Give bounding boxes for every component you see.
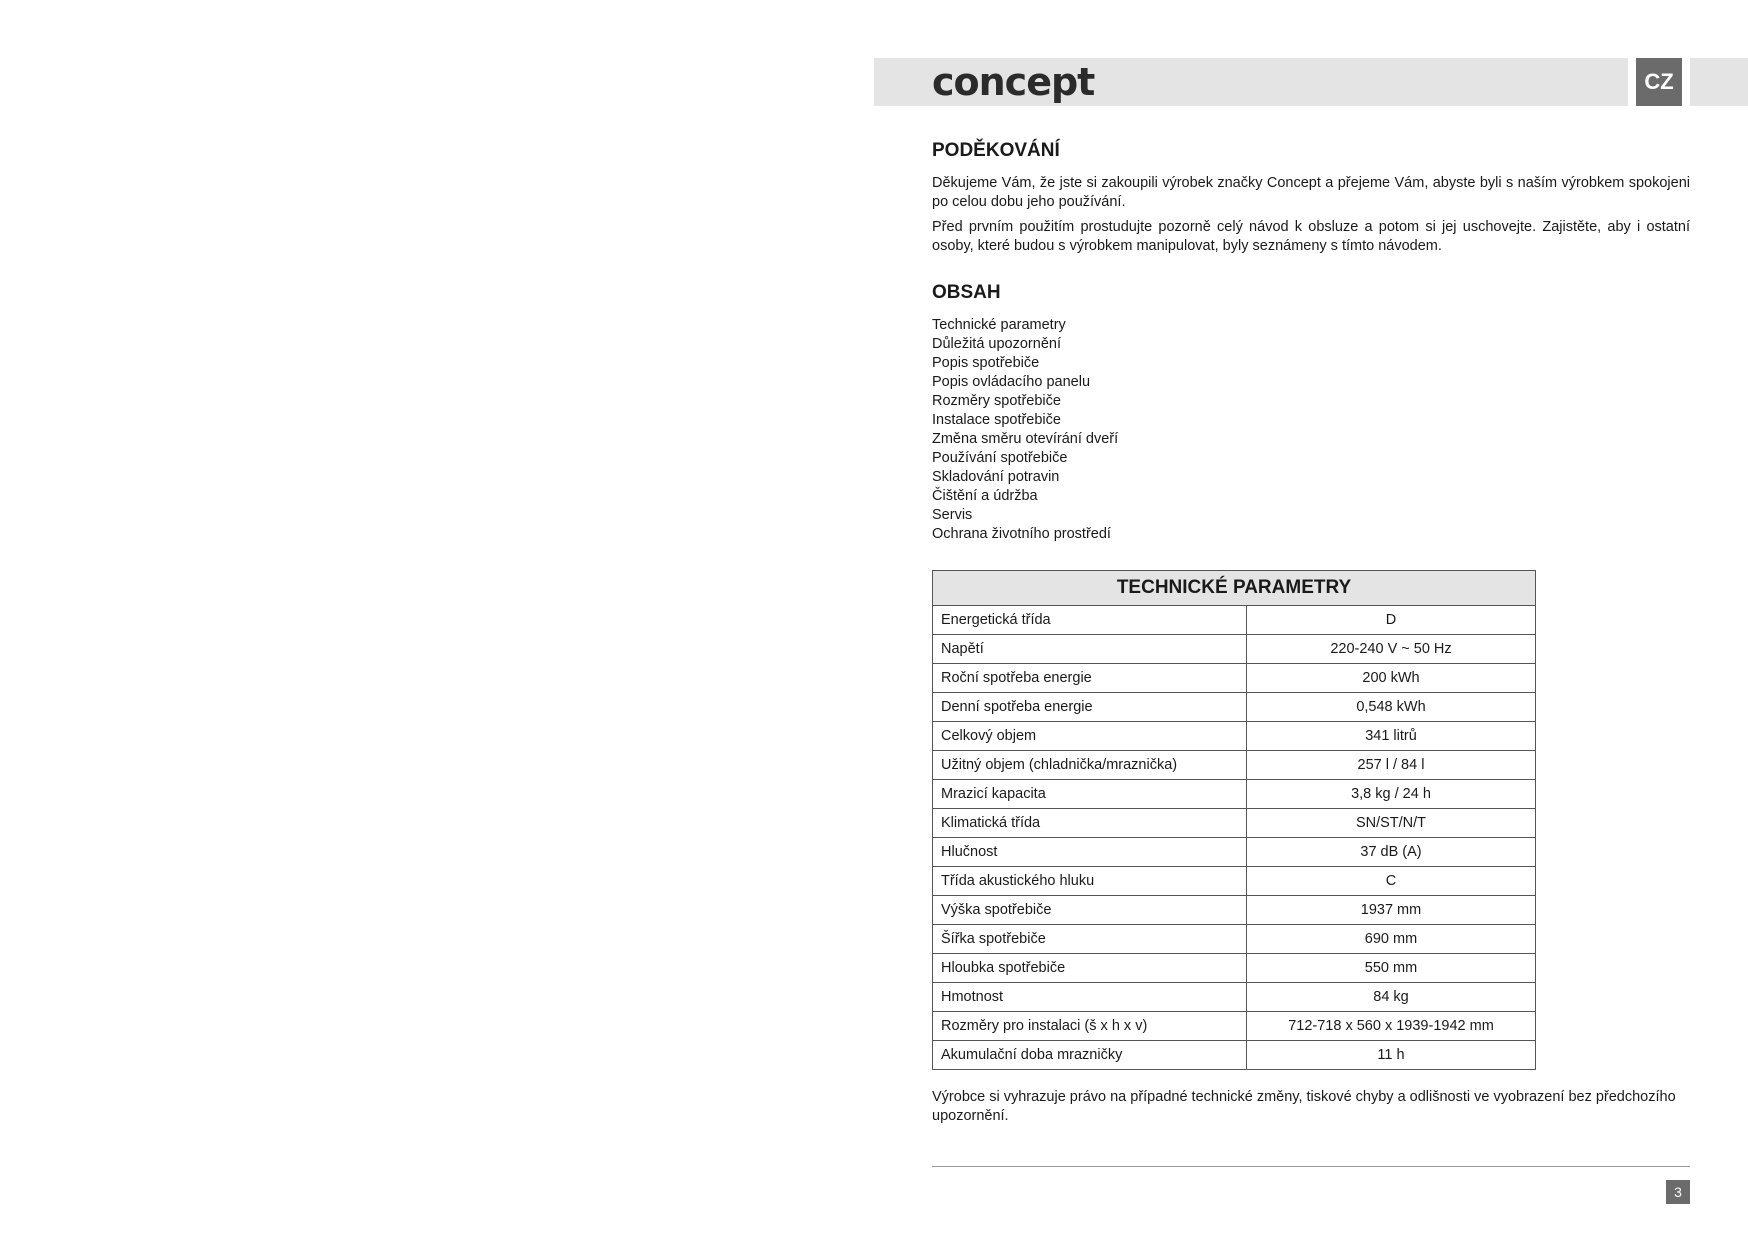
thanks-paragraph-2: Před prvním použitím prostudujte pozorně celý návod k obsluze a potom si jej uschovejte. Zajistěte, aby i ostatní osoby, které budou s výrobkem manipulovat, byly seznámeny s tímto návodem.	[932, 219, 1690, 254]
table-row	[933, 1012, 1536, 1041]
param-value: 1937 mm	[1247, 896, 1536, 925]
param-label: Hmotnost	[933, 983, 1247, 1012]
param-value: SN/ST/N/T	[1247, 809, 1536, 838]
table-row	[933, 780, 1536, 809]
param-value: 257 l / 84 l	[1247, 751, 1536, 780]
thanks-section	[932, 140, 1690, 256]
param-label: Hlučnost	[933, 838, 1247, 867]
toc-item: Důležitá upozornění	[932, 336, 1061, 352]
param-value: 11 h	[1247, 1041, 1536, 1070]
param-label: Výška spotřebiče	[933, 896, 1247, 925]
toc-title: OBSAH	[932, 282, 1001, 303]
table-row	[933, 664, 1536, 693]
brand-logo: concept	[932, 60, 1095, 104]
param-label: Roční spotřeba energie	[933, 664, 1247, 693]
table-row	[933, 896, 1536, 925]
param-value: 0,548 kWh	[1247, 693, 1536, 722]
toc-item: Čištění a údržba	[932, 488, 1038, 504]
toc-item: Skladování potravin	[932, 469, 1060, 485]
table-row	[933, 809, 1536, 838]
param-value: 712-718 x 560 x 1939-1942 mm	[1247, 1012, 1536, 1041]
table-row	[933, 606, 1536, 635]
table-row	[933, 954, 1536, 983]
param-label: Denní spotřeba energie	[933, 693, 1247, 722]
page-number: 3	[1666, 1180, 1690, 1204]
main-content	[932, 140, 1690, 544]
thanks-title: PODĚKOVÁNÍ	[932, 140, 1060, 161]
technical-parameters-table	[932, 570, 1536, 1070]
toc-item: Technické parametry	[932, 317, 1066, 333]
param-label: Energetická třída	[933, 606, 1247, 635]
param-value: D	[1247, 606, 1536, 635]
param-value: 84 kg	[1247, 983, 1536, 1012]
param-label: Rozměry pro instalaci (š x h x v)	[933, 1012, 1247, 1041]
param-value: 200 kWh	[1247, 664, 1536, 693]
toc-list	[932, 316, 1690, 544]
param-value: 3,8 kg / 24 h	[1247, 780, 1536, 809]
param-value: C	[1247, 867, 1536, 896]
table-row	[933, 867, 1536, 896]
param-label: Celkový objem	[933, 722, 1247, 751]
param-value: 37 dB (A)	[1247, 838, 1536, 867]
table-row	[933, 722, 1536, 751]
param-value: 550 mm	[1247, 954, 1536, 983]
disclaimer-footnote: Výrobce si vyhrazuje právo na případné technické změny, tiskové chyby a odlišnosti ve vyobrazení bez předchozího upozornění.	[932, 1089, 1676, 1124]
toc-item: Instalace spotřebiče	[932, 412, 1061, 428]
table-row	[933, 1041, 1536, 1070]
param-label: Akumulační doba mrazničky	[933, 1041, 1247, 1070]
param-label: Mrazicí kapacita	[933, 780, 1247, 809]
param-value: 690 mm	[1247, 925, 1536, 954]
table-row	[933, 693, 1536, 722]
toc-item: Popis ovládacího panelu	[932, 374, 1091, 390]
table-row	[933, 751, 1536, 780]
header-bar-right	[1690, 58, 1748, 106]
table-row	[933, 925, 1536, 954]
params-table-title: TECHNICKÉ PARAMETRY	[933, 571, 1536, 606]
param-value: 341 litrů	[1247, 722, 1536, 751]
param-label: Třída akustického hluku	[933, 867, 1247, 896]
thanks-paragraph-1: Děkujeme Vám, že jste si zakoupili výrobek značky Concept a přejeme Vám, abyste byli s naším výrobkem spokojeni po celou dobu jeho používání.	[932, 175, 1690, 210]
toc-item: Změna směru otevírání dveří	[932, 431, 1119, 447]
footer-divider	[932, 1166, 1690, 1167]
table-row	[933, 983, 1536, 1012]
param-label: Napětí	[933, 635, 1247, 664]
language-badge: CZ	[1636, 58, 1682, 106]
toc-item: Servis	[932, 507, 973, 523]
toc-item: Rozměry spotřebiče	[932, 393, 1061, 409]
toc-item: Ochrana životního prostředí	[932, 526, 1111, 542]
param-value: 220-240 V ~ 50 Hz	[1247, 635, 1536, 664]
param-label: Užitný objem (chladnička/mraznička)	[933, 751, 1247, 780]
toc-section	[932, 282, 1690, 544]
toc-item: Používání spotřebiče	[932, 450, 1068, 466]
table-row	[933, 838, 1536, 867]
param-label: Klimatická třída	[933, 809, 1247, 838]
param-label: Hloubka spotřebiče	[933, 954, 1247, 983]
param-label: Šířka spotřebiče	[933, 925, 1247, 954]
toc-item: Popis spotřebiče	[932, 355, 1040, 371]
table-row	[933, 635, 1536, 664]
